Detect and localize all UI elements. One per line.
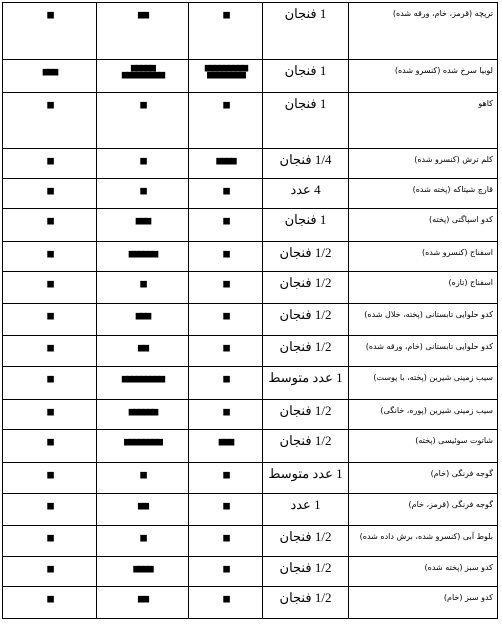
dots-value: ■: [140, 531, 145, 544]
food-name: لوبیا سرخ شده (کنسرو شده): [394, 66, 493, 75]
food-name: کدو حلوایی تابستانی (پخته، خلال شده): [364, 310, 493, 319]
table-row: [3, 209, 498, 242]
food-name: گوجه فرنگی (خام): [430, 469, 493, 478]
dots-value: ■: [223, 214, 228, 227]
amount-value: 1 فنجان: [284, 96, 327, 111]
dots-cell-1: [3, 336, 97, 367]
food-name: گوجه فرنگی (قرمز، خام): [408, 500, 493, 509]
amount-cell: [263, 400, 349, 430]
food-cell: [349, 93, 498, 149]
dots-cell-2: [97, 587, 189, 619]
dots-cell-2: [97, 463, 189, 494]
food-name: شاتوت سوئیسی (پخته): [415, 436, 493, 445]
food-cell: [349, 336, 498, 367]
table-row: [3, 336, 498, 367]
table-row: [3, 430, 498, 463]
dots-value: ■: [47, 341, 52, 354]
dots-cell-3: [189, 400, 263, 430]
amount-cell: [263, 93, 349, 149]
dots-cell-3: [189, 179, 263, 209]
dots-value: ■: [47, 8, 52, 21]
dots-cell-3: [189, 336, 263, 367]
dots-value: ■: [223, 468, 228, 481]
dots-value: ■■■■■■: [128, 247, 157, 260]
dots-cell-3: [189, 430, 263, 463]
dots-cell-2: [97, 526, 189, 557]
dots-value: ■■: [137, 499, 148, 512]
dots-value: ■: [47, 184, 52, 197]
dots-value: ■■■: [135, 214, 150, 227]
table-row: [3, 367, 498, 400]
dots-cell-1: [3, 3, 97, 60]
dots-cell-2: [97, 304, 189, 336]
food-name: اسفناج (تازه): [448, 278, 493, 287]
amount-cell: [263, 60, 349, 93]
dots-cell-1: [3, 60, 97, 93]
food-cell: [349, 526, 498, 557]
food-cell: [349, 463, 498, 494]
dots-cell-1: [3, 149, 97, 179]
dots-value: ■■■■: [216, 154, 235, 167]
dots-cell-2: [97, 3, 189, 60]
amount-cell: [263, 179, 349, 209]
dots-value: ■■■■■■■■■ ■■■■■■■■: [204, 61, 247, 81]
dots-cell-3: [189, 209, 263, 242]
dots-cell-1: [3, 179, 97, 209]
dots-value: ■: [47, 309, 52, 322]
dots-value: ■: [140, 184, 145, 197]
amount-cell: [263, 587, 349, 619]
amount-cell: [263, 209, 349, 242]
table-row: [3, 272, 498, 304]
amount-cell: [263, 149, 349, 179]
dots-cell-1: [3, 367, 97, 400]
dots-value: ■■■: [42, 65, 57, 78]
dots-cell-1: [3, 430, 97, 463]
dots-value: ■■■■■ ■■■■■■■■■: [121, 61, 164, 81]
food-name: سیب زمینی شیرین (پوره، خانگی): [380, 406, 493, 415]
dots-value: ■■■■: [133, 562, 152, 575]
table-row: [3, 526, 498, 557]
dots-cell-2: [97, 336, 189, 367]
dots-cell-1: [3, 557, 97, 587]
dots-value: ■: [223, 98, 228, 111]
dots-cell-1: [3, 242, 97, 272]
amount-cell: [263, 336, 349, 367]
dots-cell-1: [3, 272, 97, 304]
amount-cell: [263, 272, 349, 304]
amount-cell: [263, 242, 349, 272]
dots-cell-3: [189, 304, 263, 336]
table-row: [3, 557, 498, 587]
dots-value: ■: [47, 499, 52, 512]
amount-value: 1/2 فنجان: [279, 403, 332, 418]
food-cell: [349, 179, 498, 209]
food-name: بلوط آبی (کنسرو شده، برش داده شده): [359, 532, 493, 541]
dots-cell-1: [3, 209, 97, 242]
dots-value: ■: [223, 405, 228, 418]
food-cell: [349, 242, 498, 272]
food-name: سیب زمینی شیرین (پخته، با پوست): [373, 373, 493, 382]
dots-value: ■: [47, 405, 52, 418]
dots-cell-1: [3, 400, 97, 430]
dots-value: ■: [47, 277, 52, 290]
amount-value: 4 عدد: [290, 182, 321, 197]
food-cell: [349, 430, 498, 463]
food-cell: [349, 400, 498, 430]
amount-cell: [263, 367, 349, 400]
dots-cell-1: [3, 587, 97, 619]
food-cell: [349, 557, 498, 587]
table-body: [3, 3, 498, 619]
dots-cell-3: [189, 272, 263, 304]
amount-value: 1 فنجان: [284, 6, 327, 21]
dots-value: ■: [140, 277, 145, 290]
dots-cell-2: [97, 209, 189, 242]
dots-value: ■: [47, 372, 52, 385]
dots-value: ■■■: [218, 435, 233, 448]
amount-value: 1 عدد: [290, 497, 321, 512]
food-cell: [349, 209, 498, 242]
table-row: [3, 60, 498, 93]
dots-value: ■: [223, 247, 228, 260]
food-cell: [349, 494, 498, 526]
dots-cell-1: [3, 494, 97, 526]
dots-value: ■: [140, 154, 145, 167]
dots-value: ■: [223, 562, 228, 575]
amount-value: 1/2 فنجان: [279, 433, 332, 448]
amount-value: 1/2 فنجان: [279, 307, 332, 322]
table-row: [3, 463, 498, 494]
amount-value: 1/2 فنجان: [279, 529, 332, 544]
food-name: کدو سبز (خام): [443, 593, 493, 602]
food-name: اسفناج (کنسرو شده): [421, 248, 493, 257]
dots-value: ■: [47, 468, 52, 481]
dots-value: ■: [47, 247, 52, 260]
amount-value: 1/2 فنجان: [279, 560, 332, 575]
dots-cell-3: [189, 463, 263, 494]
dots-value: ■: [223, 531, 228, 544]
dots-value: ■■■■■■: [128, 405, 157, 418]
amount-cell: [263, 430, 349, 463]
food-name: ترپچه (قرمز، خام، ورقه شده): [392, 9, 493, 18]
dots-value: ■: [47, 154, 52, 167]
dots-value: ■■: [137, 341, 148, 354]
dots-value: ■: [47, 435, 52, 448]
dots-value: ■: [140, 468, 145, 481]
dots-cell-3: [189, 60, 263, 93]
food-name: کدو سبز (پخته شده): [424, 563, 493, 572]
dots-cell-1: [3, 463, 97, 494]
dots-cell-2: [97, 557, 189, 587]
food-cell: [349, 149, 498, 179]
dots-cell-2: [97, 400, 189, 430]
dots-value: ■: [140, 98, 145, 111]
food-name: کاهو: [478, 99, 493, 108]
dots-cell-3: [189, 3, 263, 60]
dots-cell-2: [97, 430, 189, 463]
amount-cell: [263, 3, 349, 60]
food-cell: [349, 3, 498, 60]
dots-cell-3: [189, 93, 263, 149]
amount-value: 1 عدد متوسط: [268, 466, 343, 481]
dots-cell-2: [97, 60, 189, 93]
food-cell: [349, 60, 498, 93]
food-cell: [349, 587, 498, 619]
food-name: کدو اسپاگتی (پخته): [429, 215, 493, 224]
dots-cell-2: [97, 242, 189, 272]
dots-cell-2: [97, 367, 189, 400]
amount-cell: [263, 463, 349, 494]
dots-value: ■: [47, 562, 52, 575]
table-row: [3, 242, 498, 272]
dots-cell-2: [97, 179, 189, 209]
dots-value: ■: [223, 592, 228, 605]
dots-cell-2: [97, 494, 189, 526]
dots-value: ■: [223, 309, 228, 322]
dots-cell-3: [189, 242, 263, 272]
table-row: [3, 93, 498, 149]
dots-value: ■: [47, 531, 52, 544]
table-row: [3, 179, 498, 209]
dots-value: ■■■: [135, 309, 150, 322]
table-row: [3, 400, 498, 430]
food-cell: [349, 304, 498, 336]
dots-value: ■: [47, 214, 52, 227]
amount-value: 1/4 فنجان: [279, 152, 332, 167]
dots-cell-3: [189, 367, 263, 400]
dots-value: ■■: [137, 592, 148, 605]
food-name: کلم ترش (کنسرو شده): [414, 155, 493, 164]
dots-value: ■■: [137, 8, 148, 21]
amount-value: 1/2 فنجان: [279, 245, 332, 260]
dots-cell-1: [3, 304, 97, 336]
dots-cell-2: [97, 272, 189, 304]
food-name: کدو حلوایی تابستانی (خام، ورقه شده): [365, 342, 493, 351]
amount-cell: [263, 526, 349, 557]
table-row: [3, 3, 498, 60]
amount-cell: [263, 304, 349, 336]
dots-cell-1: [3, 93, 97, 149]
dots-cell-2: [97, 149, 189, 179]
amount-value: 1 فنجان: [284, 63, 327, 78]
dots-cell-1: [3, 526, 97, 557]
amount-value: 1/2 فنجان: [279, 275, 332, 290]
amount-value: 1 عدد متوسط: [268, 370, 343, 385]
amount-value: 1/2 فنجان: [279, 590, 332, 605]
amount-cell: [263, 494, 349, 526]
dots-cell-2: [97, 93, 189, 149]
dots-value: ■: [47, 98, 52, 111]
dots-cell-3: [189, 557, 263, 587]
dots-value: ■■■■■■■■■: [121, 372, 164, 385]
dots-cell-3: [189, 526, 263, 557]
dots-cell-3: [189, 149, 263, 179]
table-row: [3, 149, 498, 179]
dots-value: ■: [47, 592, 52, 605]
food-name: قارچ شیتاکه (پخته شده): [412, 185, 493, 194]
amount-cell: [263, 557, 349, 587]
dots-value: ■: [223, 277, 228, 290]
dots-value: ■: [223, 341, 228, 354]
dots-value: ■: [223, 499, 228, 512]
food-cell: [349, 272, 498, 304]
dots-value: ■: [223, 8, 228, 21]
nutrition-table: [2, 2, 498, 619]
amount-value: 1 فنجان: [284, 212, 327, 227]
dots-cell-3: [189, 494, 263, 526]
dots-value: ■: [223, 372, 228, 385]
amount-value: 1/2 فنجان: [279, 339, 332, 354]
table-row: [3, 304, 498, 336]
dots-cell-3: [189, 587, 263, 619]
dots-value: ■: [223, 184, 228, 197]
table-row: [3, 587, 498, 619]
table-row: [3, 494, 498, 526]
dots-value: ■■■■■■■■: [124, 435, 161, 448]
food-cell: [349, 367, 498, 400]
